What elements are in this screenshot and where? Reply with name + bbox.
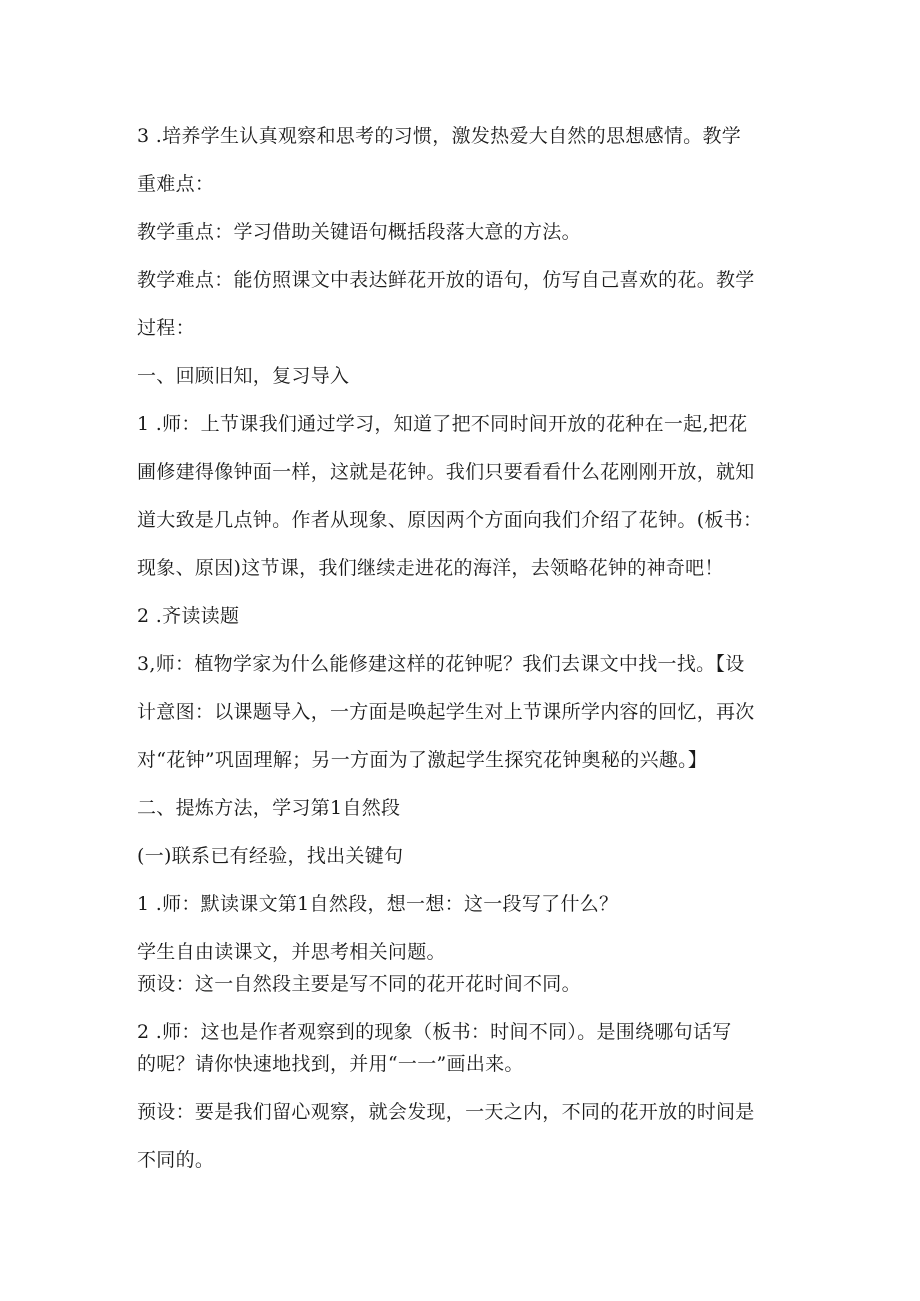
text-line-preset-2: 预设：要是我们留心观察，就会发现，一天之内，不同的花开放的时间是: [137, 1101, 755, 1123]
section-heading-method: 二、提炼方法，学习第1自然段: [137, 797, 401, 819]
text-line-teacher-1-cont-2: 道大致是几点钟。作者从现象、原因两个方面向我们介绍了花钟。(板书：: [137, 509, 763, 531]
text-line-students-read: 学生自由读课文，并思考相关问题。: [137, 941, 446, 963]
text-line-teacher-2-cont: 的呢？请你快速地找到，并用“一一”画出来。: [137, 1053, 524, 1075]
text-line-preset-2-cont: 不同的。: [137, 1149, 215, 1171]
text-line-goal-3: 3 .培养学生认真观察和思考的习惯，激发热爱大自然的思想感情。教学: [137, 125, 742, 147]
text-line-teacher-2: 2 .师：这也是作者观察到的现象（板书：时间不同）。是围绕哪句话写: [137, 1021, 732, 1043]
text-line-teaching-difficulty: 教学难点：能仿照课文中表达鲜花开放的语句，仿写自己喜欢的花。教学: [137, 269, 755, 291]
text-line-design-intent: 计意图：以课题导入，一方面是唤起学生对上节课所学内容的回忆，再次: [137, 701, 755, 723]
text-line-read-title: 2 .齐读读题: [137, 605, 240, 627]
text-line-preset-1: 预设：这一自然段主要是写不同的花开花时间不同。: [137, 973, 581, 995]
text-line-key-difficult-heading: 重难点：: [137, 173, 215, 195]
text-line-design-intent-cont: 对“花钟”巩固理解；另一方面为了激起学生探究花钟奥秘的兴趣。】: [137, 749, 708, 771]
text-line-process-heading: 过程：: [137, 317, 195, 339]
text-line-teacher-silent-read: 1 .师：默读课文第1自然段，想一想：这一段写了什么？: [137, 893, 619, 915]
text-line-teacher-3: 3,师：植物学家为什么能修建这样的花钟呢？我们去课文中找一找。【设: [137, 653, 745, 675]
subsection-heading-key-sentence: (一)联系已有经验，找出关键句: [137, 845, 404, 867]
text-line-teacher-1-cont-3: 现象、原因)这节课，我们继续走进花的海洋，去领略花钟的神奇吧！: [137, 557, 724, 579]
section-heading-review: 一、回顾旧知，复习导入: [137, 365, 350, 387]
text-line-teacher-1: 1 .师：上节课我们通过学习，知道了把不同时间开放的花种在一起,把花: [137, 413, 748, 435]
text-line-teaching-focus: 教学重点：学习借助关键语句概括段落大意的方法。: [137, 221, 581, 243]
text-line-teacher-1-cont-1: 圃修建得像钟面一样，这就是花钟。我们只要看看什么花刚刚开放，就知: [137, 461, 755, 483]
